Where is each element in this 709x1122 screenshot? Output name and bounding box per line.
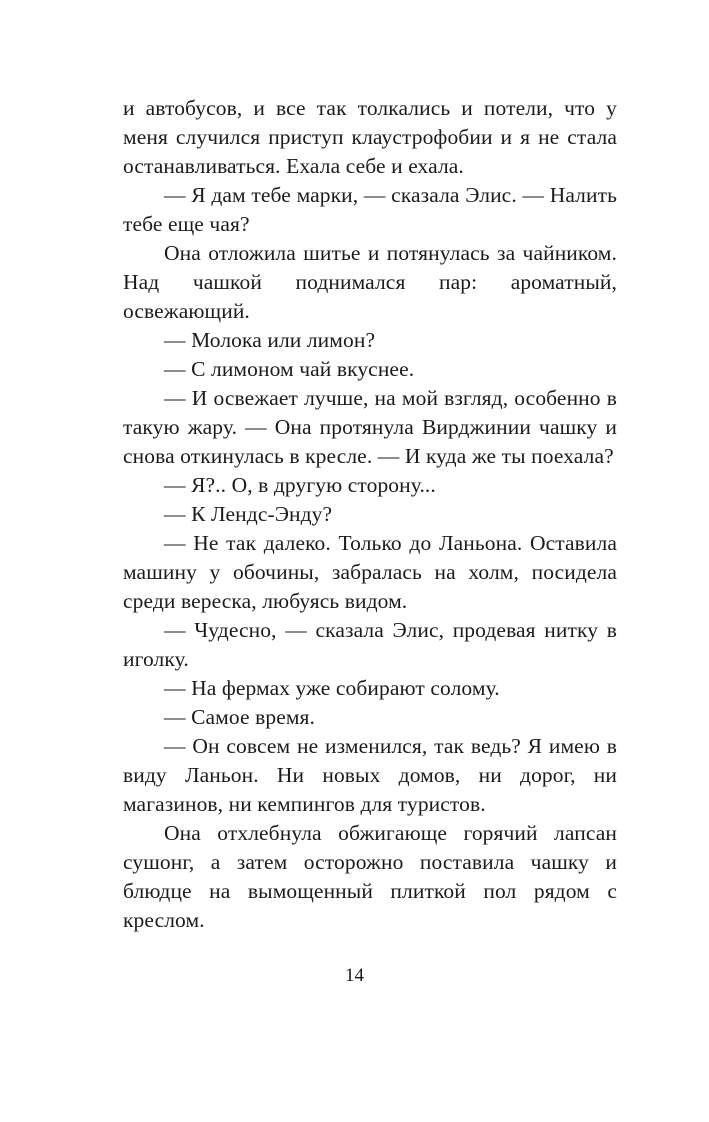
paragraph: — Чудесно, — сказала Элис, продевая нитку в иголку. [123, 618, 617, 671]
paragraph: Она отхлебнула обжигающе горячий лапсан сушонг, а затем осторожно поставила чашку и блюдце на вымощенный плиткой пол рядом с креслом. [123, 821, 617, 932]
paragraph: — Самое время. [164, 705, 316, 729]
page-text-block [123, 94, 617, 935]
page-number: 14 [345, 965, 364, 986]
paragraph: — На фермах уже собирают солому. [164, 676, 500, 700]
paragraph: — Он совсем не изменился, так ведь? Я имею в виду Ланьон. Ни новых домов, ни дорог, ни магазинов, ни кемпингов для туристов. [123, 734, 617, 816]
paragraph: — Я?.. О, в другую сторону... [164, 473, 436, 497]
paragraph: — Я дам тебе марки, — сказала Элис. — Налить тебе еще чая? [123, 183, 617, 236]
paragraph: — С лимоном чай вкуснее. [164, 357, 415, 381]
paragraph: и автобусов, и все так толкались и потели, что у меня случился приступ клаустрофобии и я не стала останавливаться. Ехала себе и ехала. [123, 96, 617, 178]
paragraph: — Не так далеко. Только до Ланьона. Оставила машину у обочины, забралась на холм, посидела среди вереска, любуясь видом. [123, 531, 617, 613]
paragraph: — К Лендс-Энду? [164, 502, 333, 526]
paragraph: — И освежает лучше, на мой взгляд, особенно в такую жару. — Она протянула Вирджинии чашку и снова откинулась в кресле. — И куда же ты поехала? [123, 386, 617, 468]
paragraph: Она отложила шитье и потянулась за чайником. Над чашкой поднимался пар: ароматный, освежающий. [123, 241, 617, 323]
paragraph: — Молока или лимон? [164, 328, 376, 352]
